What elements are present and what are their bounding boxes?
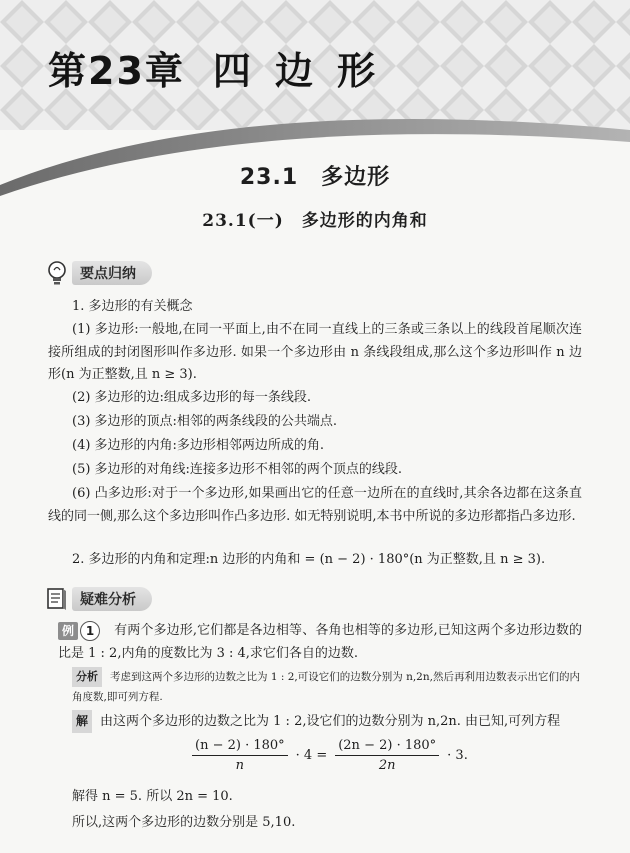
equation [188, 738, 472, 773]
solution-result-1: 解得 n = 5. 所以 2n = 10. [72, 789, 233, 804]
chapter-suffix: 章 [144, 49, 185, 93]
fraction-left-numerator: (n − 2) · 180° [192, 738, 288, 756]
analysis-note-text: 考虑到这两个多边形的边数之比为 1 : 2,可设它们的边数分别为 n,2n,然后再利用边数表示出它们的内角度数,即可列方程. [72, 671, 580, 703]
solution-label: 解 [72, 710, 92, 733]
fraction-right [335, 738, 439, 773]
definition-polygon: (1) 多边形:一般地,在同一平面上,由不在同一直线上的三条或三条以上的线段首尾顺次连接所组成的封闭图形叫作多边形. 如果一个多边形由 n 条线段组成,那么这个多边形叫作 n 边形(n 为正整数,且 n ≥ 3). [48, 322, 582, 382]
fraction-right-numerator: (2n − 2) · 180° [335, 738, 439, 756]
solution [72, 710, 582, 734]
key-point-item-1: 1. 多边形的有关概念 [72, 299, 193, 314]
analysis-tag [46, 586, 152, 612]
example-text: 有两个多边形,它们都是各边相等、各角也相等的多边形,已知这两个多边形边数的比是 1 : 2,内角的度数比为 3 : 4,求它们各自的边数. [58, 623, 582, 661]
chapter-prefix: 第 [48, 49, 89, 93]
example-number: 1 [80, 621, 100, 641]
analysis-note-label: 分析 [72, 667, 102, 687]
definition-convex-polygon: (6) 凸多边形:对于一个多边形,如果画出它的任意一边所在的直线时,其余各边都在这条直线的同一侧,那么这个多边形叫作凸多边形. 如无特别说明,本书中所说的多边形都指凸多边形. [48, 486, 582, 524]
analysis-label: 疑难分析 [72, 587, 152, 611]
chapter-name-char-1: 四 [212, 49, 253, 93]
analysis-note [72, 667, 582, 707]
lightbulb-icon [46, 260, 68, 286]
definition-vertex: (3) 多边形的顶点:相邻的两条线段的公共端点. [72, 414, 338, 429]
fraction-right-denominator: 2n [378, 758, 396, 773]
definition-interior-angle: (4) 多边形的内角:多边形相邻两边所成的角. [72, 438, 325, 453]
key-points-label: 要点归纳 [72, 261, 152, 285]
chapter-title [48, 40, 377, 95]
subsection-title: 23.1(一) 多边形的内角和 [202, 211, 428, 231]
example-badge [58, 621, 100, 641]
book-icon [46, 586, 68, 612]
angle-sum-theorem: 2. 多边形的内角和定理:n 边形的内角和 = (n − 2) · 180°(n 为正整数,且 n ≥ 3). [72, 552, 546, 567]
fraction-left [192, 738, 288, 773]
definition-side: (2) 多边形的边:组成多边形的每一条线段. [72, 390, 312, 405]
example-1 [58, 620, 582, 665]
equation-middle: · 4 = [295, 748, 328, 763]
solution-result-2: 所以,这两个多边形的边数分别是 5,10. [72, 815, 296, 830]
chapter-number: 23 [88, 49, 145, 93]
chapter-name-char-3: 形 [336, 49, 377, 93]
solution-text: 由这两个多边形的边数之比为 1 : 2,设它们的边数分别为 n,2n. 由已知,可列方程 [100, 714, 561, 729]
example-label: 例 [58, 622, 78, 640]
section-title: 23.1 多边形 [239, 165, 391, 190]
key-points-tag [46, 260, 152, 286]
fraction-left-denominator: n [235, 758, 245, 773]
equation-end: · 3. [447, 748, 468, 763]
chapter-name-char-2: 边 [274, 49, 315, 93]
definition-diagonal: (5) 多边形的对角线:连接多边形不相邻的两个顶点的线段. [72, 462, 403, 477]
